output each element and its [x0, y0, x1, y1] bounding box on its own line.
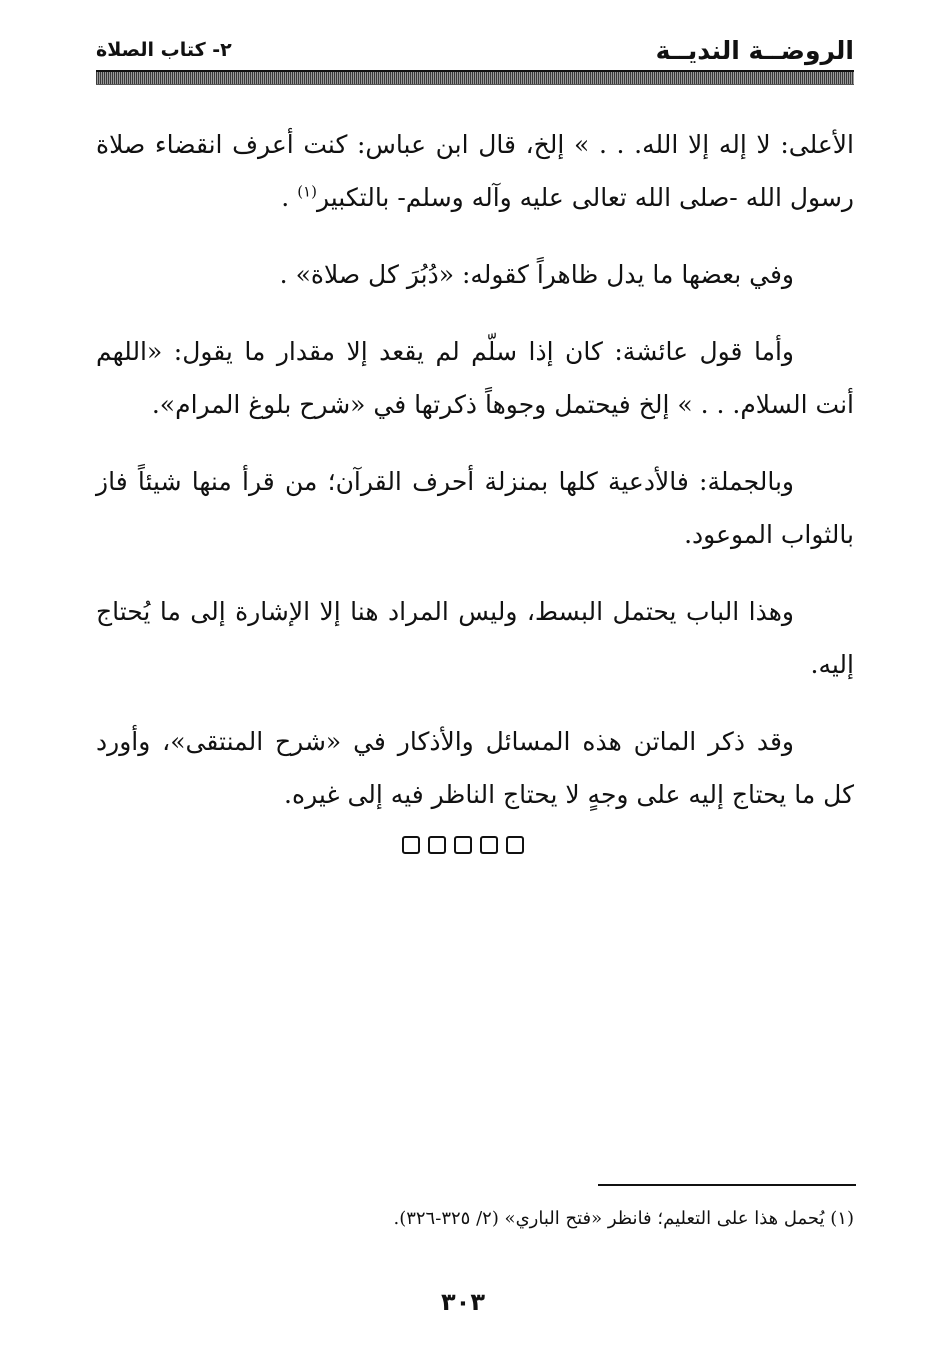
paragraph-3: وأما قول عائشة: كان إذا سلّم لم يقعد إلا مقدار ما يقول: «اللهم أنت السلام. . . » إلخ فيحتمل وجوهاً ذكرتها في «شرح بلوغ المرام». — [96, 337, 854, 419]
paragraph-1 — [96, 118, 854, 224]
chapter-title: ٢- كتاب الصلاة — [96, 39, 232, 61]
footnote: (١) يُحمل هذا على التعليم؛ فانظر «فتح الباري» (٢/ ٣٢٥-٣٢٦). — [393, 1208, 854, 1229]
header-rule — [96, 70, 854, 85]
paragraph-1-text: الأعلى: لا إله إلا الله. . . » إلخ، قال ابن عباس: كنت أعرف انقضاء صلاة رسول الله -صلى الله تعالى عليه وآله وسلم- بالتكبير — [96, 130, 854, 212]
page-number: ٣٠٣ — [441, 1288, 485, 1316]
section-end-box — [402, 836, 420, 854]
section-end-box — [454, 836, 472, 854]
footnote-rule — [598, 1184, 856, 1186]
paragraph-6: وقد ذكر الماتن هذه المسائل والأذكار في «شرح المنتقى»، وأورد كل ما يحتاج إليه على وجهٍ لا يحتاج الناظر فيه إلى غيره. — [96, 727, 854, 809]
section-end-marks — [0, 836, 926, 854]
book-title: الروضــة النديــة — [655, 35, 854, 65]
paragraph-1-end: . — [281, 183, 290, 212]
body-text — [96, 118, 854, 845]
footnote-ref[interactable]: (١) — [297, 182, 317, 201]
paragraph-4: وبالجملة: فالأدعية كلها بمنزلة أحرف القرآن؛ من قرأ منها شيئاً فاز بالثواب الموعود. — [96, 467, 854, 549]
section-end-box — [428, 836, 446, 854]
paragraph-5: وهذا الباب يحتمل البسط، وليس المراد هنا إلا الإشارة إلى ما يُحتاج إليه. — [96, 597, 854, 679]
section-end-box — [506, 836, 524, 854]
section-end-box — [480, 836, 498, 854]
running-head — [96, 30, 854, 70]
paragraph-2: وفي بعضها ما يدل ظاهراً كقوله: «دُبُرَ كل صلاة» . — [279, 260, 794, 289]
